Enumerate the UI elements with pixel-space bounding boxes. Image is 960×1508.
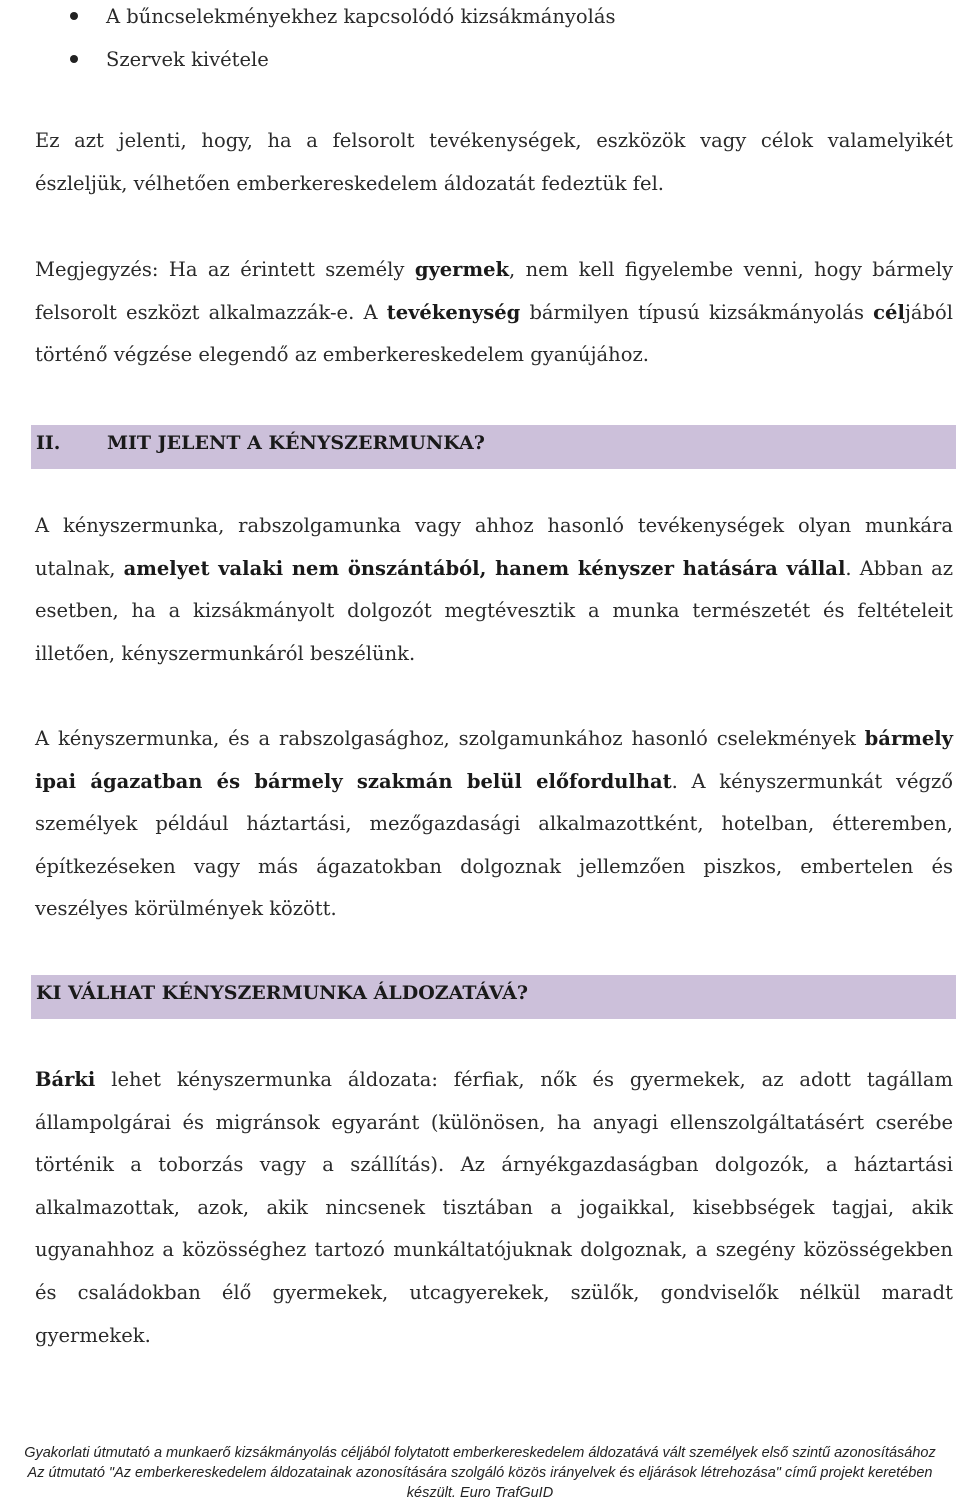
section-title: KI VÁLHAT KÉNYSZERMUNKA ÁLDOZATÁVÁ?: [36, 982, 528, 1004]
section-heading-band: [31, 975, 956, 1019]
paragraph-indicators: Ez azt jelenti, hogy, ha a felsorolt tevékenységek, eszközök vagy célok valamelyikét észleljük, vélhetően emberkereskedelem áldozatát fedeztük fel.: [35, 129, 953, 195]
list-item: Szervek kivétele: [70, 38, 616, 81]
paragraph-definition: A kényszermunka, rabszolgamunka vagy ahhoz hasonló tevékenységek olyan munkára utalnak, amelyet valaki nem önszántából, hanem kényszer hatására vállal. Abban az esetben, ha a kizsákmányolt dolgozót megtévesztik a munka természetét és feltételeit illetően, kényszermunkáról beszélünk.: [35, 514, 954, 665]
footer-line: Az útmutató "Az emberkereskedelem áldozatainak azonosítására szolgáló közös irányelvek és eljárások létrehozása" című projekt keretében: [27, 1465, 933, 1481]
paragraph-note: Megjegyzés: Ha az érintett személy gyermek, nem kell figyelembe venni, hogy bármely felsorolt eszközt alkalmazzák-e. A tevékenység bármilyen típusú kizsákmányolás céljából történő végzése elegendő az emberkereskedelem gyanújához.: [35, 258, 953, 367]
section-heading-band: [31, 425, 956, 469]
list-item: A bűncselekményekhez kapcsolódó kizsákmányolás: [70, 0, 616, 38]
section-title: MIT JELENT A KÉNYSZERMUNKA?: [107, 432, 485, 454]
footer-line: Gyakorlati útmutató a munkaerő kizsákmányolás céljából folytatott emberkereskedelem áldozatává vált személyek első szintű azonosításához: [24, 1445, 936, 1461]
paragraph-sectors: A kényszermunka, és a rabszolgasághoz, szolgamunkához hasonló cselekmények bármely ipai ágazatban és bármely szakmán belül előfordulhat. A kényszermunkát végző személyek például háztartási, mezőgazdasági alkalmazottként, hotelban, étteremben, építkezéseken vagy más ágazatokban dolgoznak jellemzően piszkos, embertelen és veszélyes körülmények között.: [35, 727, 953, 921]
page-footer: [0, 1443, 960, 1503]
paragraph-victims: Bárki lehet kényszermunka áldozata: férfiak, nők és gyermekek, az adott tagállam állampolgárai és migránsok egyaránt (különösen, ha anyagi ellenszolgáltatásért cserébe történik a toborzás vagy a szállítás). Az árnyékgazdaságban dolgozók, a háztartási alkalmazottak, azok, akik nincsenek tisztában a jogaikkal, kisebbségek tagjai, akik ugyanahhoz a közösséghez tartozó munkáltatójuknak dolgoznak, a szegény közösségekben és családokban élő gyermekek, utcagyerekek, szülők, gondviselők nélkül maradt gyermekek.: [35, 1068, 953, 1347]
section-number: II.: [36, 432, 61, 454]
footer-line: készült. Euro TrafGuID: [406, 1485, 554, 1501]
bullet-list: [70, 0, 616, 81]
bullet-icon: [70, 55, 78, 63]
bullet-icon: [70, 12, 78, 20]
